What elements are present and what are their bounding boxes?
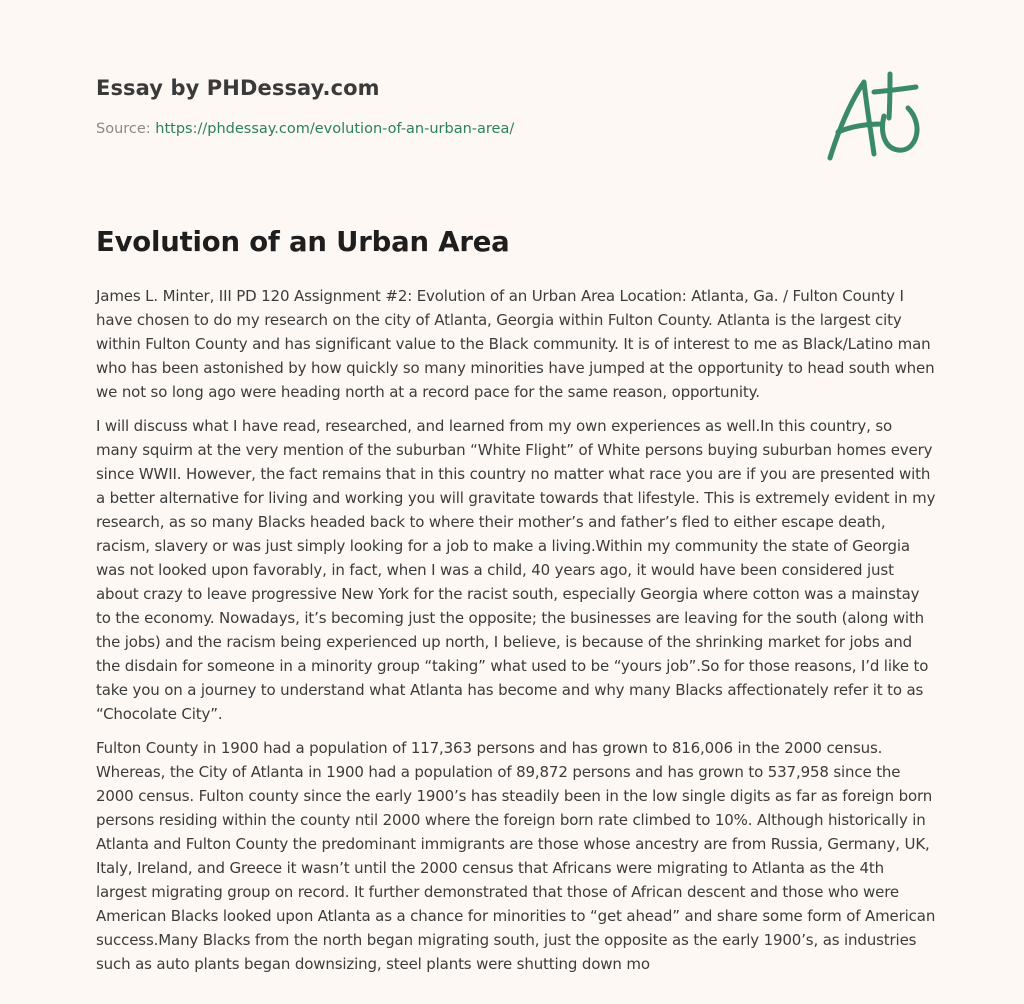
essay-paragraph: I will discuss what I have read, researched, and learned from my own experiences as well.In this country, so many squirm at the very mention of the suburban “White Flight” of White persons buying suburban homes every since WWII. However, the fact remains that in this country no matter what race you are if you are presented with a better alternative for living and working you will gravitate towards that lifestyle. This is extremely evident in my research, as so many Blacks headed back to where their mother’s and father’s fled to either escape death, racism, slavery or was just simply looking for a job to make a living.Within my community the state of Georgia was not looked upon favorably, in fact, when I was a child, 40 years ago, it would have been considered just about crazy to leave progressive New York for the racist south, especially Georgia where cotton was a mainstay to the economy. Nowadays, it’s becoming just the opposite; the businesses are leaving for the south (along with the jobs) and the racism being experienced up north, I believe, is because of the shrinking market for jobs and the disdain for someone in a minority group “taking” what used to be “yours job”.So for those reasons, I’d like to take you on a journey to understand what Atlanta has become and why many Blacks affectionately refer it to as “Chocolate City”.	[96, 417, 936, 723]
essay-title: Evolution of an Urban Area	[96, 226, 510, 258]
a-plus-icon	[818, 66, 930, 166]
essay-paragraph: James L. Minter, III PD 120 Assignment #2: Evolution of an Urban Area Location: Atlanta, Ga. / Fulton County I have chosen to do my research on the city of Atlanta, Georgia within Fulton County. Atlanta is the largest city within Fulton County and has significant value to the Black community. It is of interest to me as Black/Latino man who has been astonished by how quickly so many minorities have jumped at the opportunity to head south when we not so long ago were heading north at a record pace for the same reason, opportunity.	[96, 287, 935, 401]
site-header	[96, 76, 796, 137]
essay-paragraph: Fulton County in 1900 had a population of 117,363 persons and has grown to 816,006 in the 2000 census. Whereas, the City of Atlanta in 1900 had a population of 89,872 persons and has grown to 537,958 since the 2000 census. Fulton county since the early 1900’s has steadily been in the low single digits as far as foreign born persons residing within the county ntil 2000 where the foreign born rate climbed to 10%. Although historically in Atlanta and Fulton County the predominant immigrants are those whose ancestry are from Russia, Germany, UK, Italy, Ireland, and Greece it wasn’t until the 2000 census that Africans were migrating to Atlanta as the 4th largest migrating group on record. It further demonstrated that those of African descent and those who were American Blacks looked upon Atlanta as a chance for minorities to “get ahead” and share some form of American success.Many Blacks from the north began migrating south, just the opposite as the early 1900’s, as industries such as auto plants began downsizing, steel plants were shutting down mo	[96, 739, 936, 973]
essay-body	[96, 284, 936, 986]
source-link[interactable]: https://phdessay.com/evolution-of-an-urban-area/	[155, 121, 515, 137]
a-plus-logo	[818, 66, 930, 166]
site-brand: Essay by PHDessay.com	[96, 76, 380, 100]
source-line	[96, 121, 796, 137]
source-label: Source:	[96, 121, 151, 137]
